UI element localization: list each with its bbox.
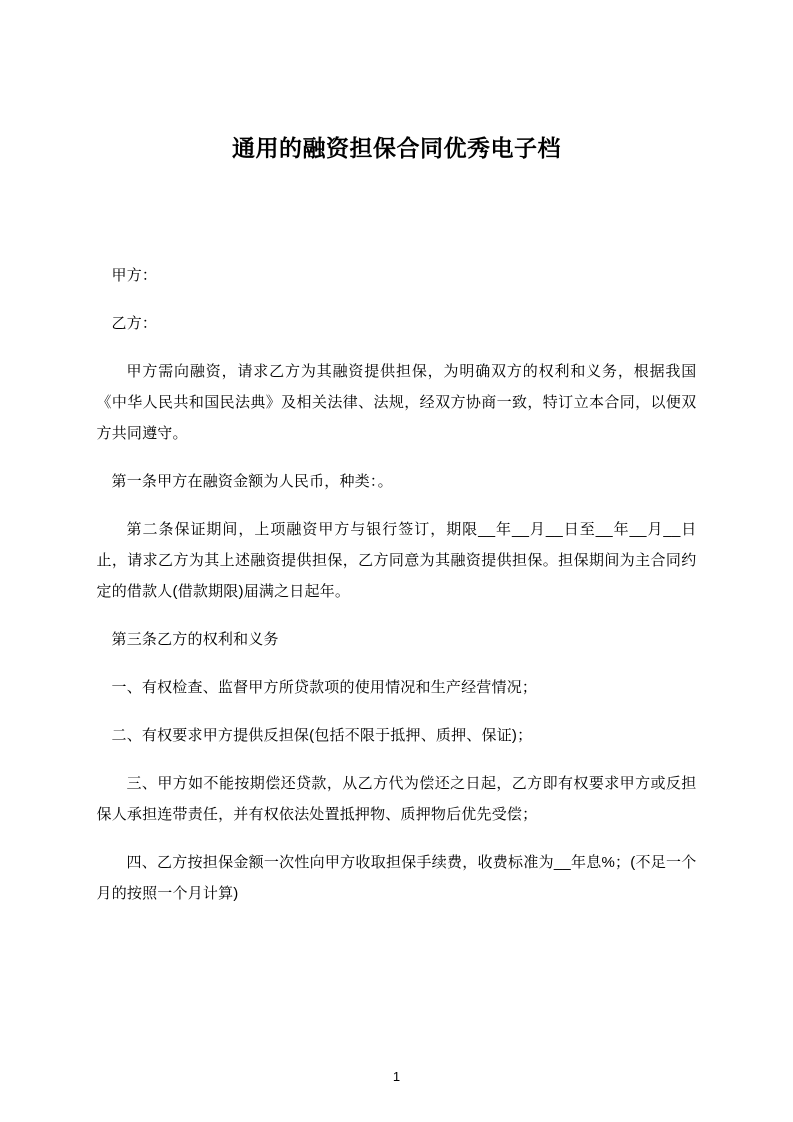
paragraph-article-3-item-2: 二、有权要求甲方提供反担保(包括不限于抵押、质押、保证)；: [111, 726, 533, 744]
document-body: [97, 164, 697, 909]
paragraph-article-3-item-3: 三、甲方如不能按期偿还贷款，从乙方代为偿还之日起，乙方即有权要求甲方或反担保人承担连带责任，并有权依法处置抵押物、质押物后优先受偿；: [96, 774, 697, 823]
page-number: 1: [392, 1069, 401, 1084]
paragraph-article-2: 第二条保证期间，上项融资甲方与银行签订，期限__年__月__日至__年__月__日止，请求乙方为其上述融资提供担保，乙方同意为其融资提供担保。担保期间为主合同约定的借款人(借款期限)届满之日起年。: [96, 520, 697, 600]
paragraph-party-b: 乙方：: [111, 314, 158, 332]
paragraph-article-3-item-4: 四、乙方按担保金额一次性向甲方收取担保手续费，收费标准为__年息%；(不足一个月的按照一个月计算): [96, 853, 697, 902]
paragraph-article-3-item-1: 一、有权检查、监督甲方所贷款项的使用情况和生产经营情况；: [111, 678, 538, 696]
paragraph-article-3-heading: 第三条乙方的权利和义务: [111, 630, 279, 648]
paragraph-party-a: 甲方：: [111, 266, 158, 284]
paragraph-article-1: 第一条甲方在融资金额为人民币，种类：。: [111, 472, 393, 490]
page-title: 通用的融资担保合同优秀电子档: [232, 135, 561, 161]
paragraph-preamble: 甲方需向融资，请求乙方为其融资提供担保，为明确双方的权利和义务，根据我国《中华人民共和国民法典》及相关法律、法规，经双方协商一致，特订立本合同，以便双方共同遵守。: [96, 362, 697, 442]
